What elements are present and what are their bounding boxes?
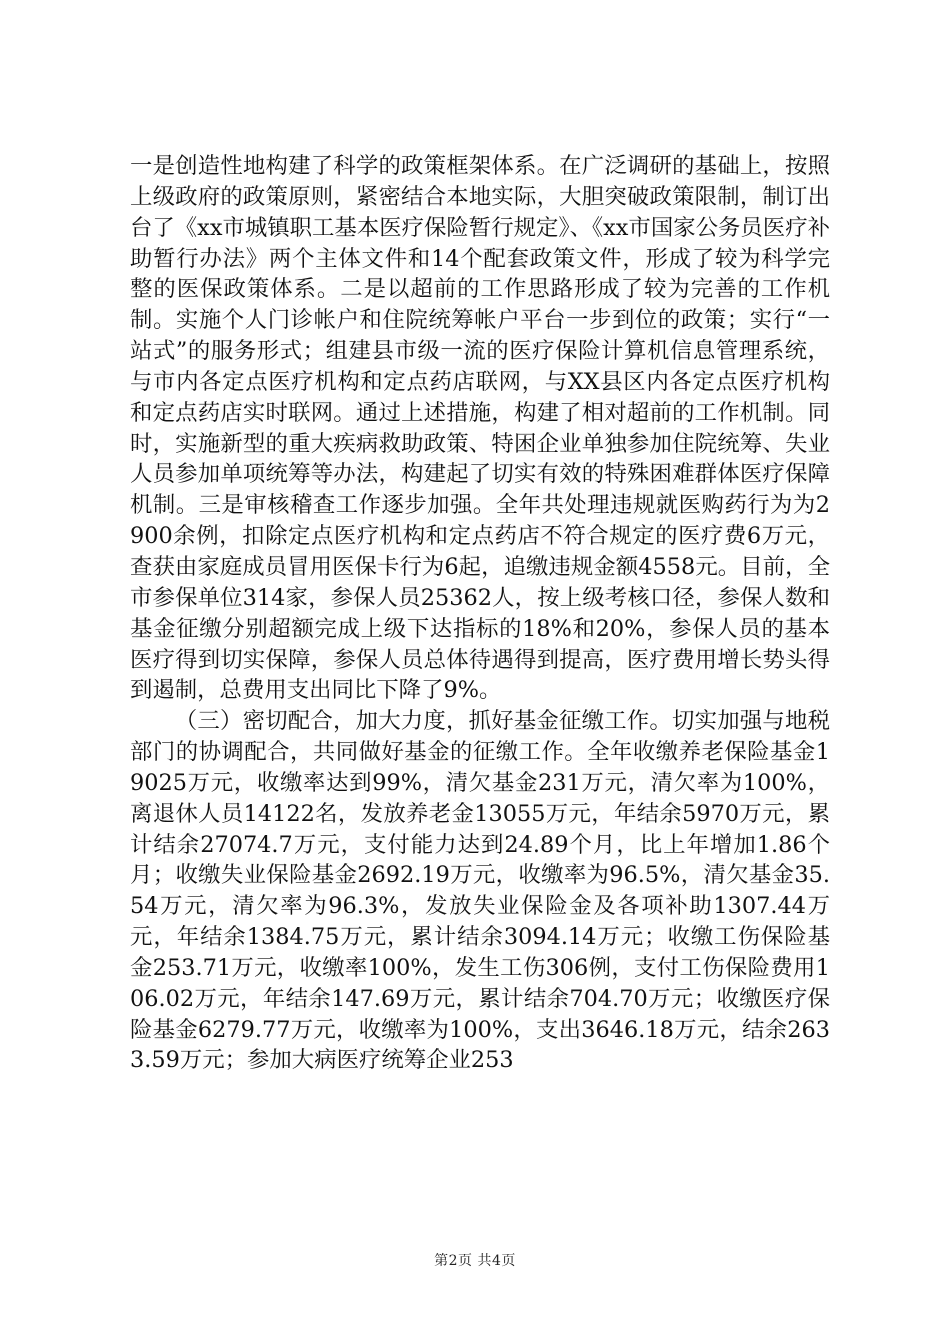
paragraph-fund-collection: （三）密切配合，加大力度，抓好基金征缴工作。切实加强与地税部门的协调配合，共同做好基金的征缴工作。全年收缴养老保险基金19025万元，收缴率达到99%，清欠基金231万元，清欠率为100%，离退休人员14122名，发放养老金13055万元，年结余5970万元，累计结余27074.7万元，支付能力达到24.89个月，比上年增加1.86个月；收缴失业保险基金2692.19万元，收缴率为96.5%，清欠基金35.54万元，清欠率为96.3%，发放失业保险金及各项补助1307.44万元，年结余1384.75万元，累计结余3094.14万元；收缴工伤保险基金253.71万元，收缴率100%，发生工伤306例，支付工伤保险费用106.02万元，年结余147.69万元，累计结余704.70万元；收缴医疗保险基金6279.77万元，收缴率为100%，支出3646.18万元，结余2633.59万元；参加大病医疗统筹企业253	[130, 708, 830, 1074]
document-body	[130, 151, 830, 1076]
page-footer: 第2页 共4页	[434, 1253, 516, 1269]
paragraph-medical-insurance: 一是创造性地构建了科学的政策框架体系。在广泛调研的基础上，按照上级政府的政策原则，紧密结合本地实际，大胆突破政策限制，制订出台了《xx市城镇职工基本医疗保险暂行规定》、《xx市国家公务员医疗补助暂行办法》两个主体文件和14个配套政策文件，形成了较为科学完整的医保政策体系。二是以超前的工作思路形成了较为完善的工作机制。实施个人门诊帐户和住院统筹帐户平台一步到位的政策；实行“一站式”的服务形式；组建县市级一流的医疗保险计算机信息管理系统，与市内各定点医疗机构和定点药店联网，与XX县区内各定点医疗机构和定点药店实时联网。通过上述措施，构建了相对超前的工作机制。同时，实施新型的重大疾病救助政策、特困企业单独参加住院统筹、失业人员参加单项统筹等办法，构建起了切实有效的特殊困难群体医疗保障机制。三是审核稽查工作逐步加强。全年共处理违规就医购药行为为2900余例，扣除定点医疗机构和定点药店不符合规定的医疗费6万元，查获由家庭成员冒用医保卡行为6起，追缴违规金额4558元。目前，全市参保单位314家，参保人员25362人，按上级考核口径，参保人数和基金征缴分别超额完成上级下达指标的18%和20%，参保人员的基本医疗得到切实保障，参保人员总体待遇得到提高，医疗费用增长势头得到遏制，总费用支出同比下降了9%。	[130, 153, 830, 704]
